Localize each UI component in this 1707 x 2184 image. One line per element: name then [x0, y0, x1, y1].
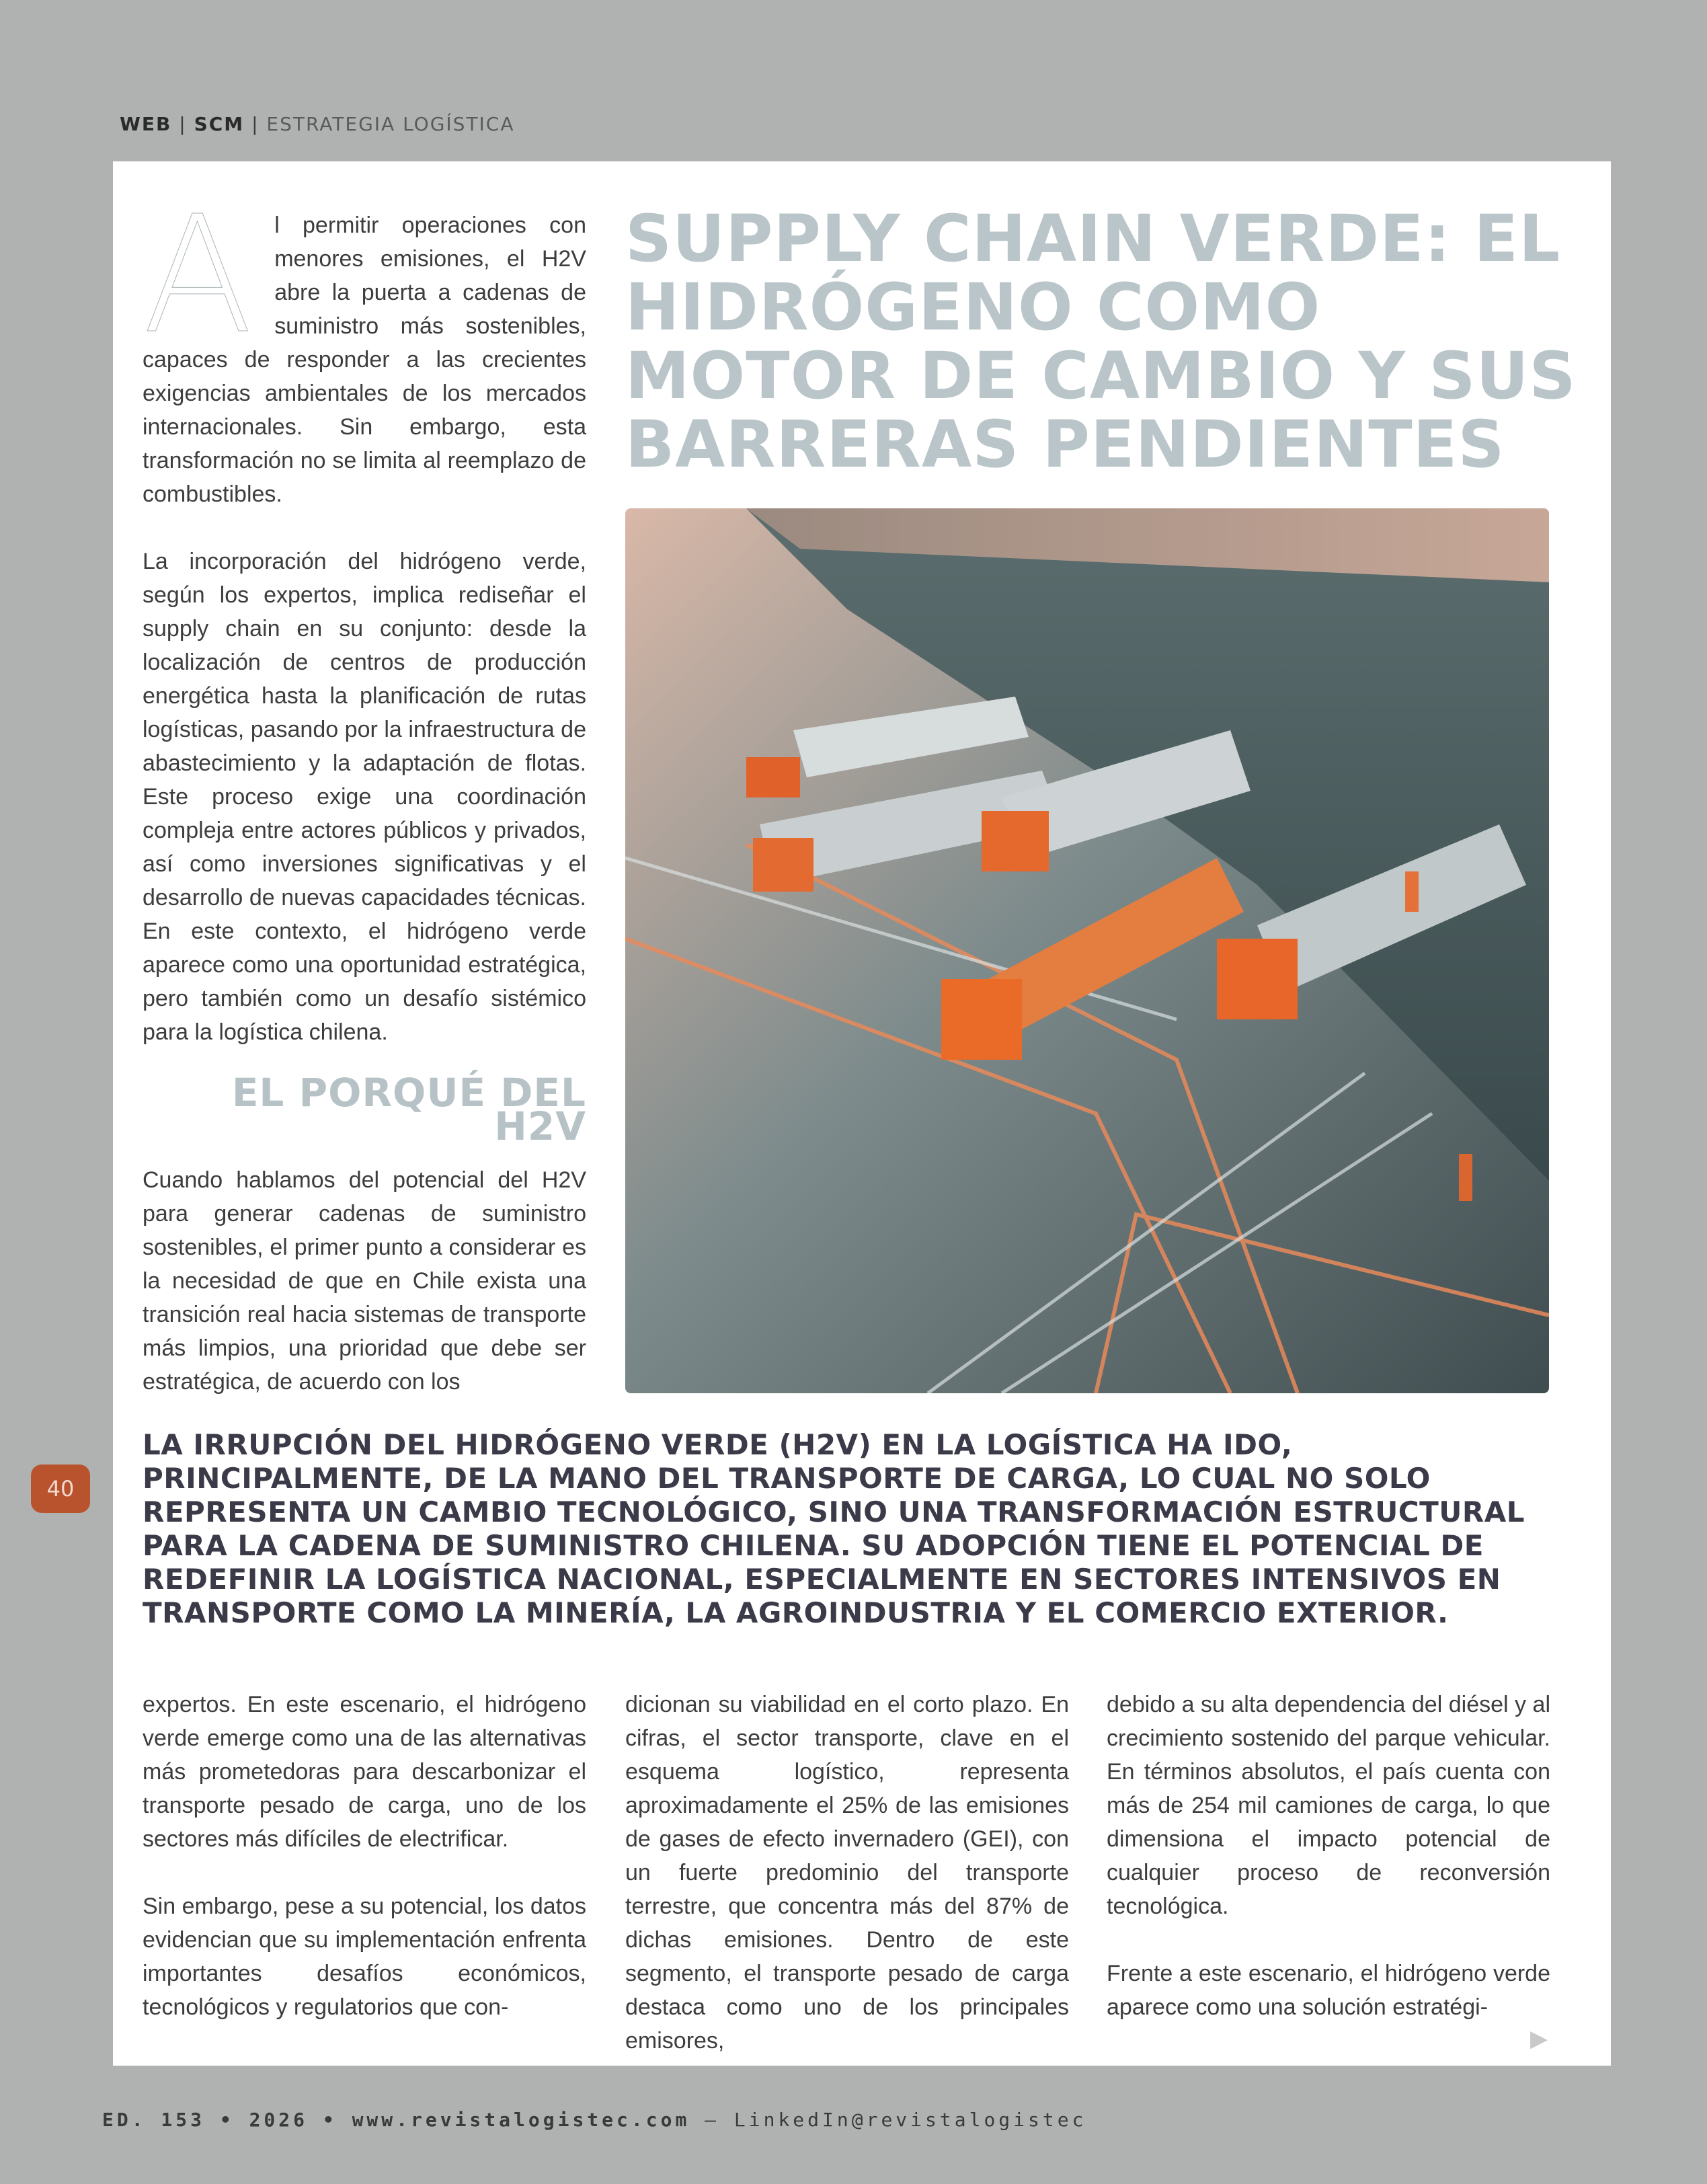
bottom-column-3	[1107, 1688, 1550, 2024]
footer-edition: ED. 153 • 2026 • www.revistalogistec.com	[102, 2109, 690, 2131]
page-number-badge: 40	[31, 1465, 90, 1513]
footer-social: – LinkedIn@revistalogistec	[690, 2109, 1087, 2131]
paragraph-3: Cuando hablamos del potencial del H2V para generar cadenas de suministro sostenibles, el primer punto a considerar es la necesidad de que en Chile exista una transición real hacia sistemas de transporte más limpios, una prioridad que debe ser estratégica, de acuerdo con los	[143, 1167, 586, 1395]
article-title: SUPPLY CHAIN VERDE: EL HIDRÓGENO COMO MOTOR DE CAMBIO Y SUS BARRERAS PENDIENTES	[625, 201, 1577, 482]
column-2-paragraph-1: dicionan su viabilidad en el corto plazo. En cifras, el sector transporte, clave en el esquema logístico, representa aproximadamente el 25% de las emisiones de gases de efecto invernadero (GEI), con un fuerte predominio del transporte terrestre, que concentra más del 87% de dichas emisiones. Dentro de este segmento, el transporte pesado de carga destaca como uno de los principales emisores,	[625, 1692, 1069, 2054]
column-3-paragraph-1: debido a su alta dependencia del diésel y al crecimiento sostenido del parque vehicular. En términos absolutos, el país cuenta con más de 254 mil camiones de carga, lo que dimensiona el impacto potencial de cualquier proceso de reconversión tecnológica.	[1107, 1692, 1550, 1919]
bottom-column-2	[625, 1688, 1069, 2058]
footer	[102, 2109, 1086, 2131]
column-1-paragraph-2: Sin embargo, pese a su potencial, los datos evidencian que su implementación enfrenta importantes desafíos económicos, tecnológicos y regulatorios que con-	[143, 1894, 586, 2020]
column-3-paragraph-2: Frente a este escenario, el hidrógeno verde aparece como una solución estratégi-	[1107, 1961, 1550, 2020]
header-sep: |	[171, 113, 194, 135]
trucks-loading-dock-photo	[625, 508, 1549, 1393]
next-arrow-icon[interactable]: ▶	[1530, 2025, 1548, 2052]
header-web: WEB	[120, 113, 172, 135]
column-1-paragraph-1: expertos. En este escenario, el hidrógeno verde emerge como una de las alternativas más prometedoras para descarbonizar el transporte pesado de carga, uno de los sectores más difíciles de electrificar.	[143, 1692, 586, 1852]
header-scm: SCM	[194, 113, 245, 135]
subheading: EL PORQUÉ DEL H2V	[231, 1070, 586, 1149]
header-sep: |	[244, 113, 267, 135]
lead-paragraph: LA IRRUPCIÓN DEL HIDRÓGENO VERDE (H2V) EN LA LOGÍSTICA HA IDO, PRINCIPALMENTE, DE LA MANO DEL TRANSPORTE DE CARGA, LO CUAL NO SOLO REPRESENTA UN CAMBIO TECNOLÓGICO, SINO UNA TRANSFORMACIÓN ESTRUCTURAL PARA LA CADENA DE SUMINISTRO CHILENA. SU ADOPCIÓN TIENE EL POTENCIAL DE REDEFINIR LA LOGÍSTICA NACIONAL, ESPECIALMENTE EN SECTORES INTENSIVOS EN TRANSPORTE COMO LA MINERÍA, LA AGROINDUSTRIA Y EL COMERCIO EXTERIOR.	[143, 1428, 1525, 1629]
bottom-column-1	[143, 1688, 586, 2024]
drop-cap: A	[143, 181, 253, 369]
header-section: ESTRATEGIA LOGÍSTICA	[266, 113, 515, 135]
paragraph-2: La incorporación del hidrógeno verde, según los expertos, implica rediseñar el supply chain en su conjunto: desde la localización de centros de producción energética hasta la planificación de rutas logísticas, pasando por la infraestructura de abastecimiento y la adaptación de flotas. Este proceso exige una coordinación compleja entre actores públicos y privados, así como inversiones significativas y el desarrollo de nuevas capacidades técnicas. En este contexto, el hidrógeno verde aparece como una oportunidad estratégica, pero también como un desafío sistémico para la logística chilena.	[143, 549, 586, 1045]
left-column	[143, 181, 586, 1399]
section-header	[120, 113, 515, 135]
intro-text: l permitir operaciones con menores emisiones, el H2V abre la puerta a cadenas de suministro más sostenibles, capaces de responder a las crecientes exigencias ambientales de los mercados internacionales. Sin embargo, esta transformación no se limita al reemplazo de combustibles.	[143, 212, 586, 507]
intro-paragraph	[143, 181, 586, 511]
article-page	[113, 161, 1611, 2066]
